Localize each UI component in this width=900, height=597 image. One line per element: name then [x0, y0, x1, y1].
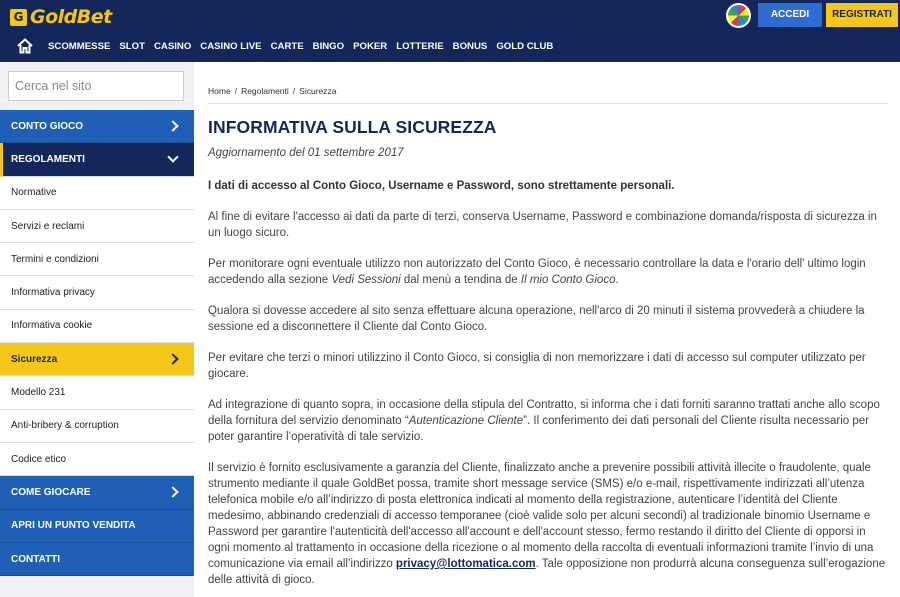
- sidebar-item-anti-bribery[interactable]: [0, 410, 194, 443]
- sidebar-item-informativa-privacy[interactable]: [0, 276, 194, 309]
- sidebar-menu: [0, 110, 194, 576]
- chevron-down-icon: [167, 152, 178, 163]
- sidebar-item-label: Modello 231: [11, 387, 66, 399]
- sidebar-item-regolamenti[interactable]: [0, 143, 194, 176]
- sidebar-item-label: CONTATTI: [11, 553, 61, 565]
- update-date: Aggiornamento del 01 settembre 2017: [208, 147, 404, 159]
- sidebar-item-codice-etico[interactable]: [0, 443, 194, 476]
- nav-item-bingo[interactable]: BINGO: [312, 40, 345, 52]
- lead-paragraph: I dati di accesso al Conto Gioco, Username e Password, sono strettamente personali.: [208, 180, 675, 192]
- sidebar-item-termini-condizioni[interactable]: [0, 243, 194, 276]
- chevron-right-icon: [167, 487, 178, 498]
- paragraph-2: Per monitorare ogni eventuale utilizzo non autorizzato del Conto Gioco, è necessario controllare la data e l'orario dell' ultimo login accedendo alla sezione Vedi Sessioni dal menù a tendina de Il mio Conto Gioco.: [208, 258, 866, 286]
- nav-item-carte[interactable]: CARTE: [270, 40, 304, 52]
- sidebar-item-label: Informativa cookie: [11, 320, 93, 332]
- sidebar-item-label: COME GIOCARE: [11, 486, 91, 498]
- sidebar-item-conto-gioco[interactable]: [0, 110, 194, 143]
- page-title: INFORMATIVA SULLA SICUREZZA: [208, 117, 497, 137]
- breadcrumb-home[interactable]: Home: [208, 86, 231, 96]
- logo-badge: G: [10, 9, 27, 26]
- privacy-email-link[interactable]: privacy@lottomatica.com: [395, 558, 536, 570]
- sidebar-item-label: APRI UN PUNTO VENDITA: [11, 520, 136, 532]
- paragraph-5: Ad integrazione di quanto sopra, in occasione della stipula del Contratto, si informa che i dati forniti saranno trattati anche allo scopo della fornitura del servizio denominato “Autenticazione Cliente”. Il conferimento dei dati personali del Cliente risulta necessario per poter garantire l’operatività di tale servizio.: [208, 399, 880, 443]
- sidebar-item-modello-231[interactable]: [0, 376, 194, 409]
- main-content: [208, 62, 888, 588]
- nav-item-bonus[interactable]: BONUS: [452, 40, 488, 52]
- register-button[interactable]: REGISTRATI: [826, 3, 898, 27]
- sidebar-item-sicurezza[interactable]: [0, 343, 194, 376]
- nav-item-scommesse[interactable]: SCOMMESSE: [48, 40, 111, 52]
- goldbet-logo[interactable]: [10, 6, 112, 28]
- home-icon[interactable]: [16, 37, 34, 55]
- logo-text: GoldBet: [30, 6, 112, 28]
- sidebar-item-label: Servizi e reclami: [11, 220, 85, 232]
- paragraph-6: Il servizio è fornito esclusivamente a garanzia del Cliente, finalizzato anche a prevenire possibili attività illecite o fraudolente, quale strumento mediante il quale GoldBet possa, tramite short message service (SMS) e/o e-mail, rispettivamente indirizzati all’utenza telefonica mobile e/o all’indirizzo di posta elettronica indicati al momento della registrazione, autenticare l’identità del Cliente medesimo, abbinando credenziali di accesso temporanee (cioè valide solo per alcuni secondi) al tradizionale binomio Username e Password per garantire l'autenticità dell'accesso all'account e dell'account stesso, fermo restando il diritto del Cliente di opporsi in ogni momento al trattamento in occasione della ricezione o al momento della raccolta di eventuali informazioni tramite l’invio di una comunicazione via email all’indirizzo privacy@lottomatica.com. Tale opposizione non produrrà alcuna conseguenza sull’erogazione delle attività di gioco.: [208, 462, 886, 586]
- sidebar-item-label: Codice etico: [11, 453, 67, 465]
- chevron-right-icon: [167, 120, 178, 131]
- sidebar-item-apri-punto-vendita[interactable]: [0, 510, 194, 543]
- sidebar-item-come-giocare[interactable]: [0, 476, 194, 509]
- paragraph-1: Al fine di evitare l'accesso ai dati da parte di terzi, conserva Username, Password e combinazione domanda/risposta di sicurezza in un luogo sicuro.: [208, 211, 877, 239]
- nav-item-gold-club[interactable]: GOLD CLUB: [496, 40, 554, 52]
- paragraph-4: Per evitare che terzi o minori utilizzino il Conto Gioco, si consiglia di non memorizzare i dati di accesso sul computer utilizzato per giocare.: [208, 352, 866, 380]
- sidebar-item-normative[interactable]: [0, 177, 194, 210]
- sidebar-item-informativa-cookie[interactable]: [0, 310, 194, 343]
- sidebar-item-label: Termini e condizioni: [11, 253, 99, 265]
- paragraph-3: Qualora si dovesse accedere al sito senza effettuare alcuna operazione, nell'arco di 20 minuti il sistema provvederà a chiudere la sessione ed a disconnettere il Cliente dal Conto Gioco.: [208, 305, 865, 333]
- sidebar-item-label: Informativa privacy: [11, 287, 95, 299]
- breadcrumb-regolamenti[interactable]: Regolamenti: [241, 86, 289, 96]
- breadcrumb: Home / Regolamenti / Sicurezza: [208, 86, 888, 104]
- nav-item-casino[interactable]: CASINO: [153, 40, 192, 52]
- nav-item-casino-live[interactable]: CASINO LIVE: [200, 40, 262, 52]
- search-input[interactable]: [8, 71, 184, 101]
- sidebar-item-label: Sicurezza: [11, 353, 58, 365]
- chevron-right-icon: [167, 354, 178, 365]
- sidebar-item-servizi-reclami[interactable]: [0, 210, 194, 243]
- sidebar-item-label: Anti-bribery & corruption: [11, 420, 119, 432]
- nav-item-lotterie[interactable]: LOTTERIE: [396, 40, 444, 52]
- nav-item-slot[interactable]: SLOT: [119, 40, 145, 52]
- sidebar-item-contatti[interactable]: [0, 543, 194, 576]
- sidebar-item-label: REGOLAMENTI: [11, 153, 85, 165]
- prize-wheel-icon[interactable]: [726, 3, 751, 28]
- breadcrumb-sicurezza: Sicurezza: [299, 86, 337, 96]
- sidebar-item-label: Normative: [11, 187, 57, 199]
- main-nav: [0, 34, 562, 58]
- sidebar-item-label: CONTO GIOCO: [11, 120, 84, 132]
- login-button[interactable]: ACCEDI: [758, 3, 822, 27]
- nav-item-poker[interactable]: POKER: [353, 40, 388, 52]
- sidebar: [0, 62, 194, 597]
- top-header: [0, 0, 900, 62]
